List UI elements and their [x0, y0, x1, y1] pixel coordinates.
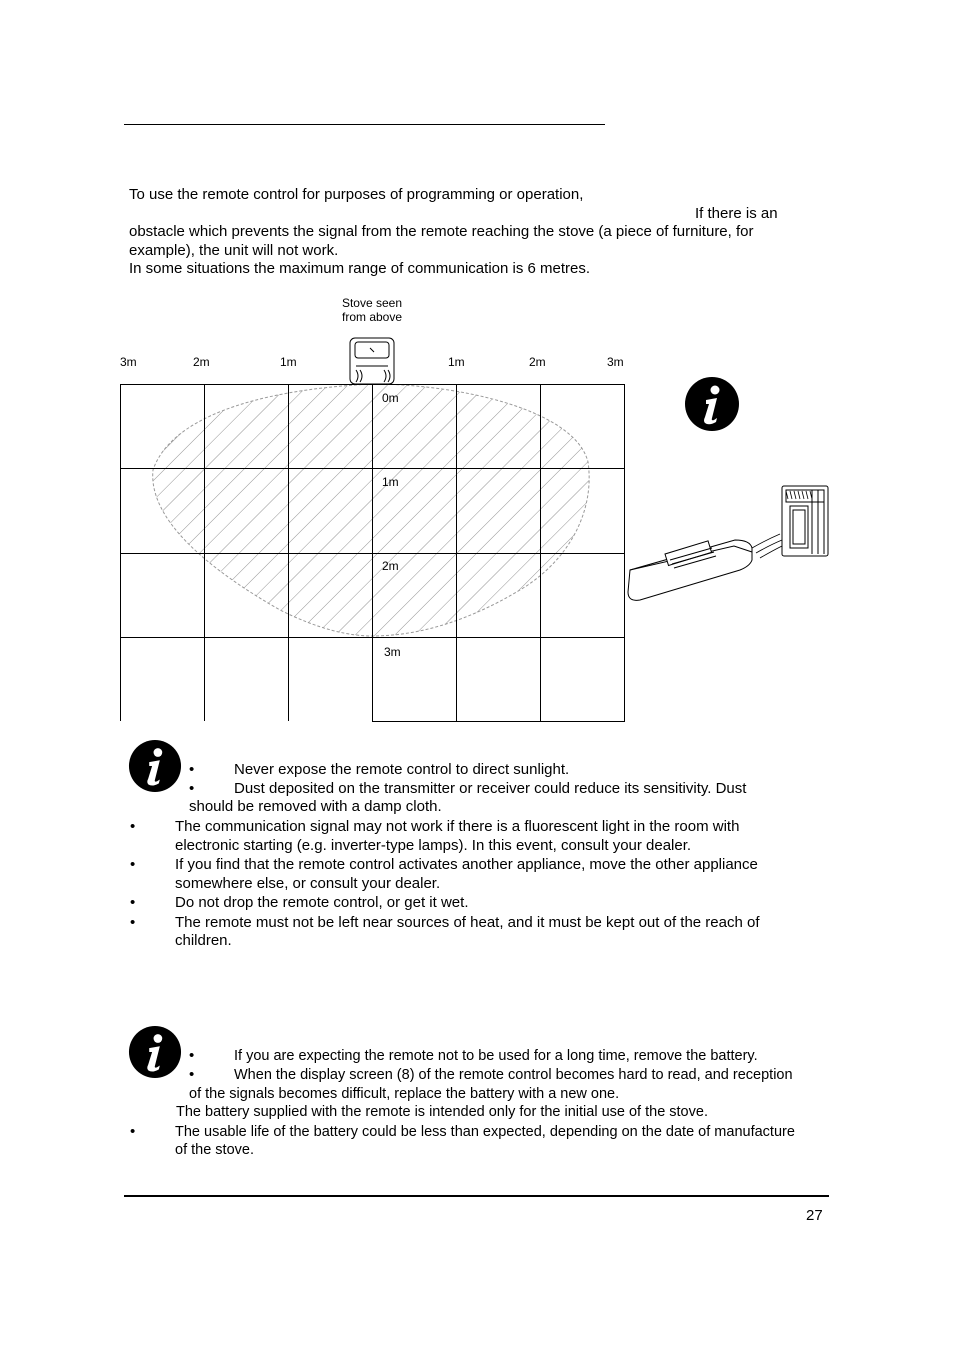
stove-caption-line-1: Stove seen [341, 296, 403, 310]
info-icon [684, 376, 740, 432]
info-icon-notes-2 [128, 1025, 182, 1079]
bullet-marker: • [130, 914, 136, 931]
range-diagram [110, 330, 640, 730]
intro-line-4: example), the unit will not work. [129, 242, 339, 259]
note-1-item-2: Dust deposited on the transmitter or receiver could reduce its sensitivity. Dust [234, 780, 747, 797]
note-2-item-4: The usable life of the battery could be less than expected, depending on the date of manufacture [175, 1124, 795, 1140]
note-1-item-3-cont: electronic starting (e.g. inverter-type lamps). In this event, consult your dealer. [175, 837, 692, 854]
scale-label-left-2m: 2m [193, 355, 210, 369]
stove-caption [332, 296, 412, 324]
info-icon-notes-1 [128, 739, 182, 793]
bullet-marker: • [130, 1123, 136, 1140]
note-2-item-2-cont: of the signals becomes difficult, replace the battery with a new one. [189, 1086, 620, 1102]
bullet-marker: • [130, 894, 136, 911]
depth-label-2m: 2m [382, 559, 399, 573]
note-1-item-6-cont: children. [175, 932, 232, 949]
coverage-area [153, 384, 589, 636]
footer-rule [124, 1195, 829, 1197]
stove-icon [782, 486, 828, 556]
note-1-item-2-cont: should be removed with a damp cloth. [189, 798, 442, 815]
depth-label-1m: 1m [382, 475, 399, 489]
bullet-marker: • [130, 856, 136, 873]
note-1-item-1: Never expose the remote control to direct sunlight. [234, 761, 570, 778]
note-2-item-1: If you are expecting the remote not to be used for a long time, remove the battery. [234, 1048, 758, 1064]
note-1-item-4-cont: somewhere else, or consult your dealer. [175, 875, 441, 892]
remote-control-icon [628, 540, 752, 600]
scale-label-right-1m: 1m [448, 355, 465, 369]
bullet-marker: • [189, 1047, 195, 1064]
signal-waves-icon [752, 534, 782, 558]
depth-label-3m: 3m [384, 645, 401, 659]
scale-label-right-2m: 2m [529, 355, 546, 369]
depth-label-0m: 0m [382, 391, 399, 405]
remote-stove-illustration [625, 480, 835, 605]
scale-label-left-3m: 3m [120, 355, 137, 369]
bullet-marker: • [189, 1066, 195, 1083]
bullet-marker: • [130, 818, 136, 835]
note-1-item-3: The communication signal may not work if there is a fluorescent light in the room with [175, 818, 740, 835]
note-1-item-4: If you find that the remote control activates another appliance, move the other appliance [175, 856, 758, 873]
scale-label-left-1m: 1m [280, 355, 297, 369]
intro-line-5: In some situations the maximum range of communication is 6 metres. [129, 260, 591, 277]
header-rule [124, 124, 605, 125]
stove-caption-line-2: from above [341, 310, 403, 324]
stove-top-view-icon [350, 338, 394, 384]
page-number: 27 [806, 1207, 823, 1224]
note-2-item-4-cont: of the stove. [175, 1142, 254, 1158]
intro-line-2: If there is an [695, 205, 778, 222]
bullet-marker: • [189, 761, 195, 778]
intro-line-3: obstacle which prevents the signal from the remote reaching the stove (a piece of furniture, for [129, 223, 754, 240]
note-2-item-3: The battery supplied with the remote is intended only for the initial use of the stove. [176, 1104, 708, 1120]
note-2-item-2: When the display screen (8) of the remote control becomes hard to read, and reception [234, 1067, 793, 1083]
intro-line-1: To use the remote control for purposes of programming or operation, [129, 186, 584, 203]
note-1-item-5: Do not drop the remote control, or get it wet. [175, 894, 469, 911]
bullet-marker: • [189, 780, 195, 797]
note-1-item-6: The remote must not be left near sources of heat, and it must be kept out of the reach of [175, 914, 760, 931]
scale-label-right-3m: 3m [607, 355, 624, 369]
